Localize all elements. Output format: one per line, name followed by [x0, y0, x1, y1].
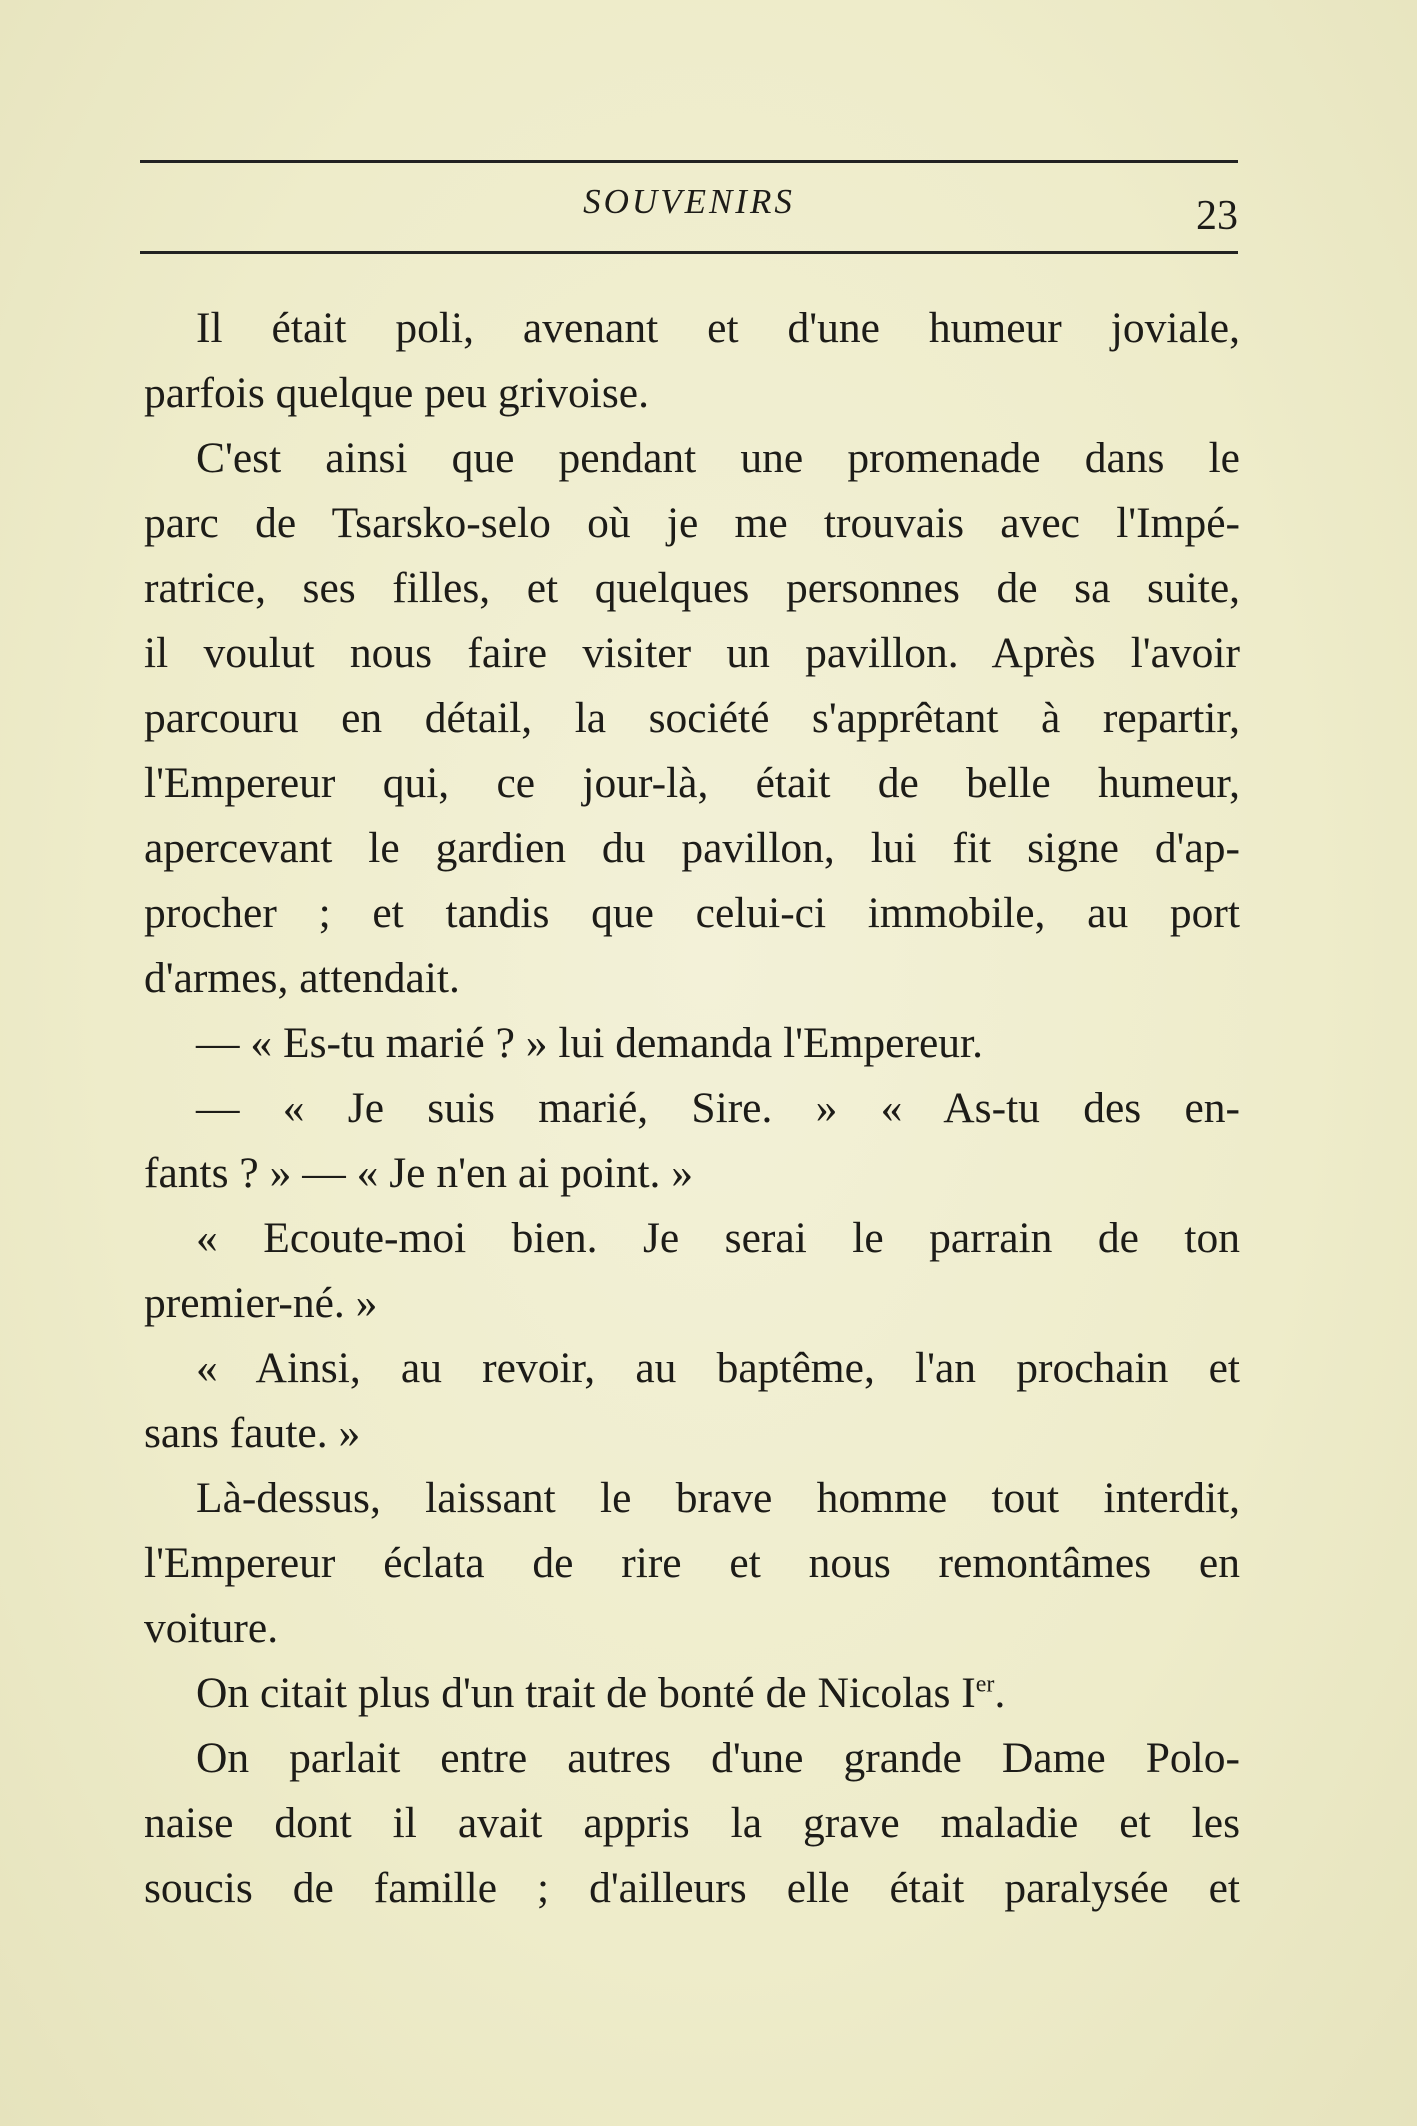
text-line: sans faute. »	[144, 1409, 361, 1457]
text-line: « Ainsi, au revoir, au baptême, l'an prochain et	[196, 1344, 1240, 1392]
text-line: naise dont il avait appris la grave maladie et les	[144, 1799, 1240, 1847]
text-line: il voulut nous faire visiter un pavillon. Après l'avoir	[144, 629, 1240, 677]
text-line: Là-dessus, laissant le brave homme tout interdit,	[196, 1474, 1240, 1522]
text-line: l'Empereur qui, ce jour-là, était de belle humeur,	[144, 759, 1240, 807]
text-line: d'armes, attendait.	[144, 954, 460, 1002]
running-title: SOUVENIRS	[583, 182, 795, 221]
text-line: « Ecoute-moi bien. Je serai le parrain de ton	[196, 1214, 1240, 1262]
text-line: l'Empereur éclata de rire et nous remontâmes en	[144, 1539, 1240, 1587]
text-line: apercevant le gardien du pavillon, lui fit signe d'ap-	[144, 824, 1240, 872]
text-line: procher ; et tandis que celui-ci immobile, au port	[144, 889, 1240, 937]
text-line: — « Es-tu marié ? » lui demanda l'Empereur.	[196, 1019, 983, 1067]
text-line: — « Je suis marié, Sire. » « As-tu des en-	[196, 1084, 1240, 1132]
running-head	[140, 180, 1238, 240]
text-line: fants ? » — « Je n'en ai point. »	[144, 1149, 694, 1197]
text-line: parfois quelque peu grivoise.	[144, 369, 649, 417]
text-line: premier-né. »	[144, 1279, 378, 1327]
text-line: On parlait entre autres d'une grande Dame Polo-	[196, 1734, 1240, 1782]
text-line: voiture.	[144, 1604, 279, 1652]
header-rule-top	[140, 160, 1238, 163]
superscript: er	[975, 1671, 995, 1698]
text-line: parcouru en détail, la société s'apprêtant à repartir,	[144, 694, 1240, 742]
page-number: 23	[1196, 193, 1238, 239]
text-line: ratrice, ses filles, et quelques personnes de sa suite,	[144, 564, 1240, 612]
text-line: Il était poli, avenant et d'une humeur joviale,	[196, 304, 1240, 352]
text-line: parc de Tsarsko-selo où je me trouvais avec l'Impé-	[144, 499, 1240, 547]
text-line: soucis de famille ; d'ailleurs elle était paralysée et	[144, 1864, 1240, 1912]
text-line: On citait plus d'un trait de bonté de Nicolas Ier.	[196, 1669, 1006, 1717]
text-line: C'est ainsi que pendant une promenade dans le	[196, 434, 1240, 482]
body-text	[144, 296, 1240, 1921]
header-rule-bottom	[140, 251, 1238, 254]
